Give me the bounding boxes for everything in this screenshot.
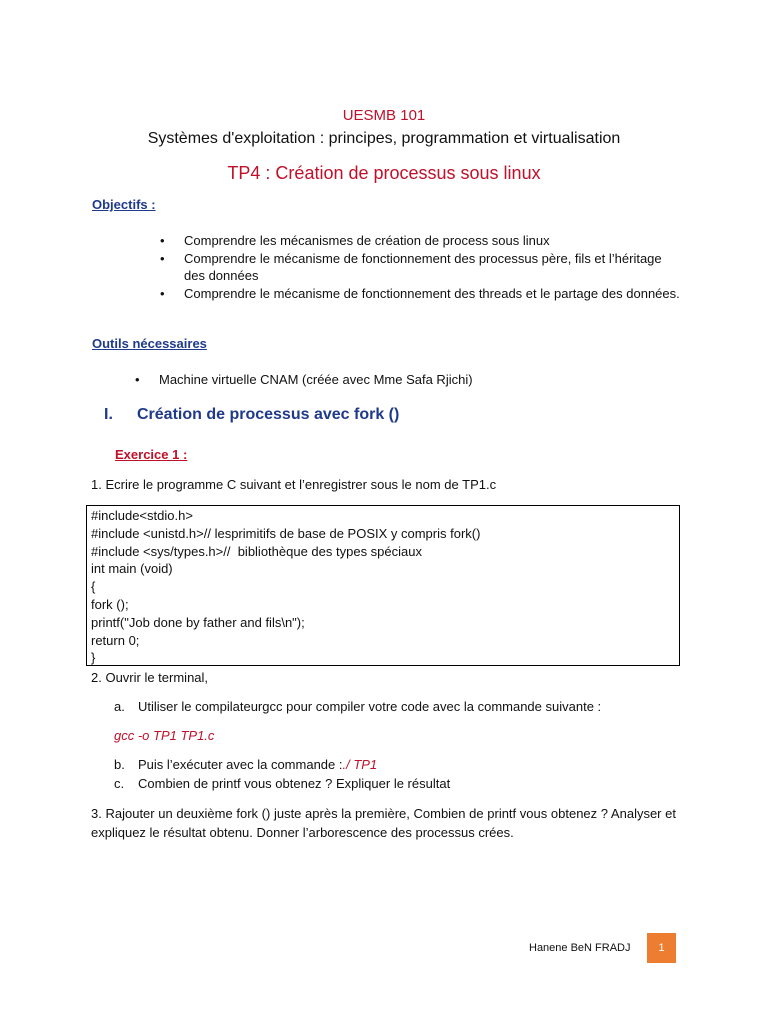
code-block	[86, 505, 680, 666]
section-number: I.	[104, 406, 113, 423]
list-item	[160, 232, 680, 249]
list-item	[135, 371, 675, 388]
bullet-icon: •	[160, 286, 165, 301]
code-line: return 0;	[91, 632, 140, 648]
objective-text: Comprendre les mécanismes de création de process sous linux	[184, 233, 550, 248]
sub-step-b	[114, 757, 377, 772]
step-1-text: 1. Ecrire le programme C suivant et l’enregistrer sous le nom de TP1.c	[91, 477, 497, 492]
compile-command: gcc -o TP1 TP1.c	[114, 728, 215, 743]
objective-text: Comprendre le mécanisme de fonctionnement des threads et le partage des données.	[184, 286, 680, 301]
objectives-list	[160, 232, 680, 303]
code-line: int main (void)	[91, 561, 173, 577]
step-3-text: 3. Rajouter un deuxième fork () juste après la première, Combien de printf vous obtenez ? Analyser et expliquez le résultat obtenu. Donner l’arborescence des processus crées.	[91, 806, 676, 840]
sub-step-label: b.	[114, 757, 125, 772]
objective-text: Comprendre le mécanisme de fonctionnement des processus père, fils et l’héritage des données	[184, 251, 662, 283]
code-line: {	[91, 579, 96, 595]
sub-step-text: Puis l’exécuter avec la commande :	[138, 757, 343, 772]
bullet-icon: •	[135, 372, 140, 387]
tools-list	[135, 371, 675, 389]
sub-step-label: a.	[114, 699, 125, 714]
code-line: #include<stdio.h>	[91, 508, 193, 523]
code-line: printf("Job done by father and fils\n");	[91, 614, 305, 630]
step-2-text: 2. Ouvrir le terminal,	[91, 670, 209, 685]
tp-title: TP4 : Création de processus sous linux	[227, 163, 541, 183]
code-line: #include <unistd.h>// lesprimitifs de base de POSIX y compris fork()	[91, 525, 481, 541]
section-title	[104, 406, 399, 424]
code-line: }	[91, 650, 96, 666]
course-subtitle: Systèmes d'exploitation : principes, programmation et virtualisation	[147, 130, 621, 147]
section-title-text: Création de processus avec fork ()	[137, 406, 400, 423]
sub-step-text: Utiliser le compilateurgcc pour compiler votre code avec la commande suivante :	[138, 699, 602, 714]
tool-text: Machine virtuelle CNAM (créée avec Mme Safa Rjichi)	[159, 372, 473, 387]
bullet-icon: •	[160, 233, 165, 248]
list-item	[160, 250, 680, 284]
page-number-badge: 1	[647, 933, 676, 963]
code-line: #include <sys/types.h>// bibliothèque des types spéciaux	[91, 543, 422, 559]
sub-step-label: c.	[114, 776, 125, 791]
list-item	[160, 285, 680, 302]
sub-step-a	[114, 699, 601, 714]
bullet-icon: •	[160, 251, 165, 266]
run-command: ./ TP1	[342, 757, 378, 772]
exercise-label: Exercice 1 :	[115, 447, 188, 462]
course-code: UESMB 101	[342, 107, 426, 124]
sub-step-c	[114, 776, 450, 791]
sub-step-text: Combien de printf vous obtenez ? Expliquer le résultat	[138, 776, 451, 791]
footer-author: Hanene BeN FRADJ	[529, 942, 631, 954]
tools-heading: Outils nécessaires	[92, 336, 207, 351]
objectives-heading: Objectifs :	[92, 197, 156, 212]
code-line: fork ();	[91, 596, 129, 612]
